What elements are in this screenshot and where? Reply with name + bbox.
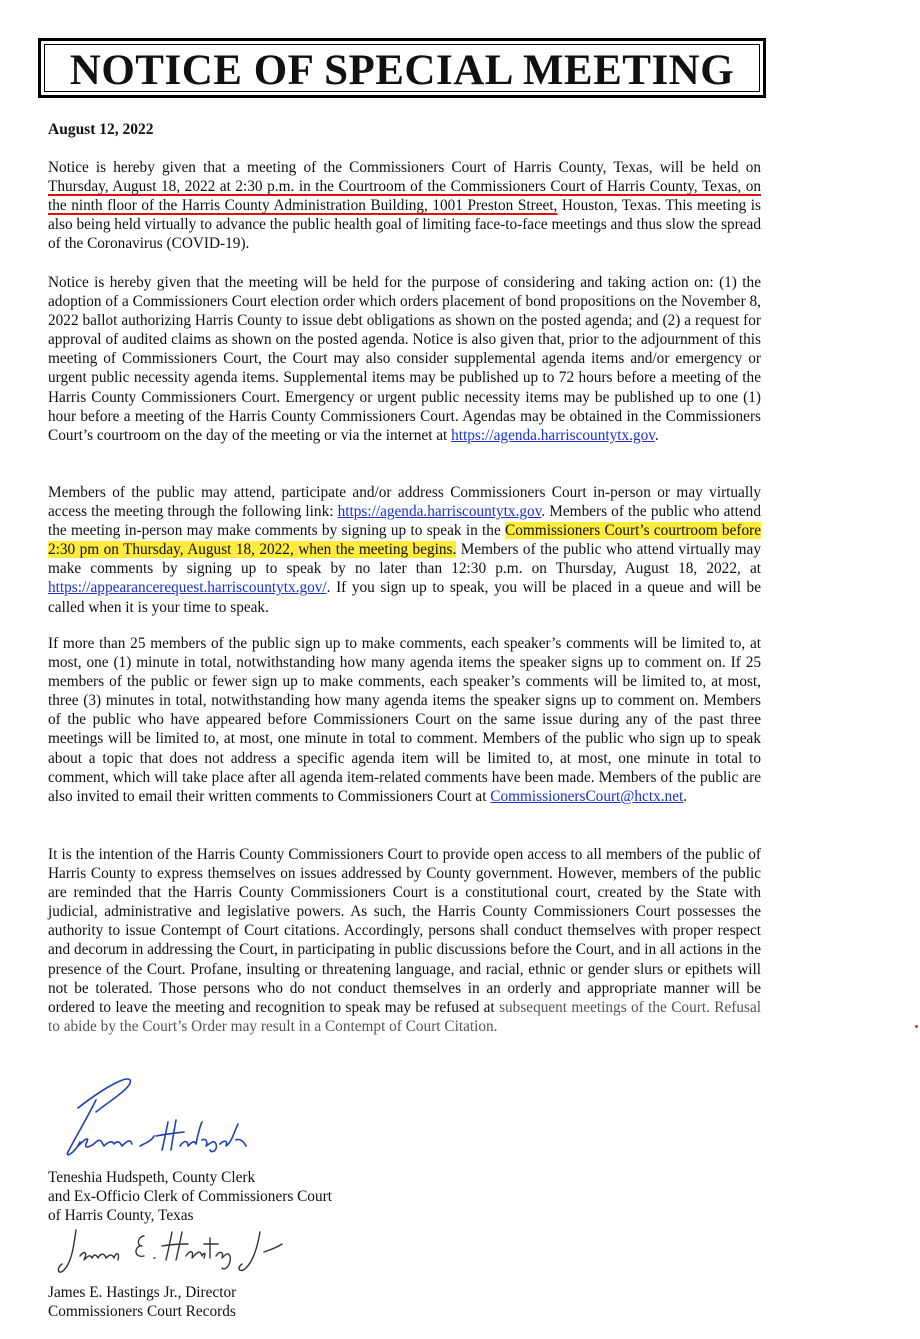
agenda-link-2[interactable]: https://agenda.harriscountytx.gov	[337, 503, 542, 521]
p1-text-b: Houston, Texas. This meeting is also being held virtually to advance the public health goal of limiting face-to-face meetings and thus slow the spread of the Coronavirus (COVID-19).	[48, 197, 761, 253]
p2-text-a: Notice is hereby given that the meeting will be held for the purpose of considering and taking action on: (1) the adoption of a Commissioners Court election order which orders placement of bond propositions on the November 8, 2022 ballot authorizing Harris County to issue debt obligations as shown on the posted agenda; and (2) a request for approval of audited claims as shown on the posted agenda. Notice is also given that, prior to the adjournment of this meeting of Commissioners Court, the Court may also consider supplemental agenda items and/or emergency or urgent public necessity agenda items. Supplemental items may be published up to 72 hours before a meeting of the Harris County Commissioners Court. Emergency or urgent public necessity items may be published up to one (1) hour before a meeting of the Harris County Commissioners Court. Agendas may be obtained in the Commissioners Court’s courtroom on the day of the meeting or via the internet at	[48, 274, 761, 444]
p5-faded-text: subsequent meetings of the Court. Refusal to abide by the Court’s Order may result in a Contempt of Court Citation.	[48, 998, 761, 1035]
paragraph-public-participation	[48, 483, 761, 617]
signer-1-block	[48, 1168, 332, 1225]
p1-text-a: Notice is hereby given that a meeting of the Commissioners Court of Harris County, Texas, will be held on	[48, 159, 761, 176]
p4-text-b: .	[683, 787, 688, 805]
signature-james-hastings	[54, 1222, 294, 1282]
paragraph-purpose	[48, 273, 761, 445]
email-link[interactable]: CommissionersCourt@hctx.net	[490, 787, 684, 805]
page-title: NOTICE OF SPECIAL MEETING	[69, 47, 735, 94]
title-box	[38, 38, 766, 98]
signer-2-line-2: Commissioners Court Records	[48, 1303, 236, 1320]
p3-text-a: Members of the public may attend, participate and/or address Commissioners Court in-person or may virtually access the meeting through the following link:	[48, 484, 761, 521]
notice-date: August 12, 2022	[48, 121, 154, 138]
paragraph-decorum	[48, 845, 761, 1036]
p4-text-a: If more than 25 members of the public sign up to make comments, each speaker’s comments will be limited to, at most, one (1) minute in total, notwithstanding how many agenda items the speaker signs up to comment on. If 25 members of the public or fewer sign up to make comments, each speaker’s comments will be limited to, at most, three (3) minutes in total, notwithstanding how many agenda items the speaker signs up to comment on. Members of the public who have appeared before Commissioners Court on the same issue during any of the past three meetings will be limited to, at most, one minute in total to comment. Members of the public who sign up to speak about a topic that does not address a specific agenda item will be limited to, at most, one minute in total to comment, which will take place after all agenda item-related comments have been made. Members of the public are also invited to email their written comments to Commissioners Court at	[48, 635, 761, 805]
appearance-request-link[interactable]: https://appearancerequest.harriscountytx.gov/	[48, 579, 327, 597]
stray-mark	[915, 1025, 918, 1028]
p1-underlined-location: Thursday, August 18, 2022 at 2:30 p.m. in the Courtroom of the Commissioners Court of Harris County, Texas, on the ninth floor of the Harris County Administration Building, 1001 Preston Street,	[48, 178, 761, 215]
signature-teneshia-hudspeth	[56, 1070, 266, 1160]
p3-highlighted-text: Commissioners Court’s courtroom before 2:30 pm on Thursday, August 18, 2022, when the meeting begins.	[48, 522, 761, 559]
paragraph-comment-limits	[48, 634, 761, 806]
signer-1-line-2: and Ex-Officio Clerk of Commissioners Court	[48, 1188, 332, 1205]
paragraph-meeting-time	[48, 158, 761, 253]
signer-1-line-1: Teneshia Hudspeth, County Clerk	[48, 1169, 256, 1186]
p3-text-b: . Members of the public who attend the meeting in-person may make comments by signing up to speak in the	[48, 503, 761, 540]
agenda-link[interactable]: https://agenda.harriscountytx.gov	[451, 426, 655, 444]
p3-text-d: . If you sign up to speak, you will be placed in a queue and will be called when it is your time to speak.	[48, 579, 761, 616]
signer-1-line-3: of Harris County, Texas	[48, 1207, 194, 1224]
signer-2-line-1: James E. Hastings Jr., Director	[48, 1284, 237, 1301]
signer-2-block	[48, 1283, 236, 1321]
p2-text-b: .	[654, 426, 659, 444]
p5-text-a: It is the intention of the Harris County Commissioners Court to provide open access to all members of the public of Harris County to express themselves on issues addressed by County government. However, members of the public are reminded that the Harris County Commissioners Court is a constitutional court, created by the State with judicial, administrative and legislative powers. As such, the Harris County Commissioners Court possesses the authority to issue Contempt of Court citations. Accordingly, persons shall conduct themselves with proper respect and decorum in addressing the Court, in participating in public discussions before the Court, and in all actions in the presence of the Court. Profane, insulting or threatening language, and racial, ethnic or gender slurs or epithets will not be tolerated. Those persons who do not conduct themselves in an orderly and appropriate manner will be ordered to leave the meeting and recognition to speak may be refused at	[48, 846, 761, 1016]
p3-text-c: Members of the public who attend virtually may make comments by signing up to speak by no later than 12:30 p.m. on Thursday, August 18, 2022, at	[48, 541, 761, 578]
